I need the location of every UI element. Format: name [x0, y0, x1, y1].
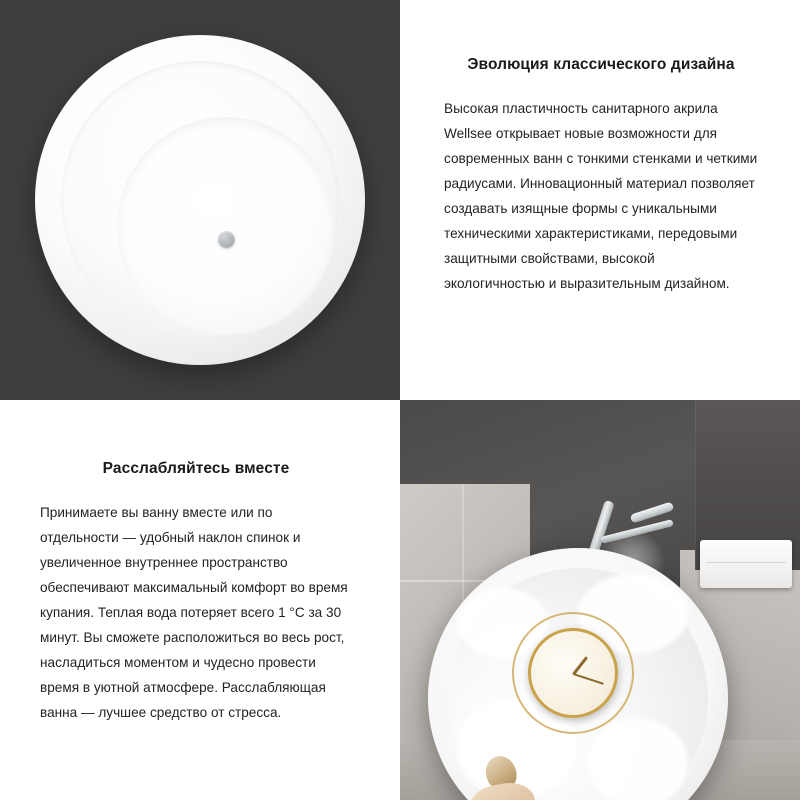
- design-heading: Эволюция классического дизайна: [467, 56, 735, 73]
- relax-heading: Расслабляйтесь вместе: [102, 460, 290, 477]
- bathtub-rim: [61, 61, 339, 339]
- radiator: [700, 540, 792, 588]
- foam-blob: [588, 718, 688, 800]
- drain-icon: [218, 231, 235, 248]
- bathtub-inner-basin: [117, 117, 335, 335]
- design-description-panel: [400, 0, 800, 400]
- relax-body-text: Принимаете вы ванну вместе или по отдельности — удобный наклон спинок и увеличенное внутреннее пространство обеспечивают максимальный комфорт во время купания. Теплая вода потеряет всего 1 °C за 30 минут. Вы сможете расположиться во весь рост, насладиться моментом и чудесно провести время в уютной атмосфере. Расслабляющая ванна — лучшее средство от стресса.: [40, 505, 348, 720]
- product-photo-panel: [0, 0, 400, 400]
- bathtub-outer-shell: [35, 35, 365, 365]
- clock-minute-hand: [573, 673, 604, 685]
- design-body-text: Высокая пластичность санитарного акрила Wellsee открывает новые возможности для современных ванн с тонкими стенками и четкими радиусами. Инновационный материал позволяет создавать изящные формы с уникальными техническими характеристиками, передовыми защитными свойствами, высокой экологичностью и выразительным дизайном.: [444, 101, 758, 291]
- relax-description-panel: [0, 400, 400, 800]
- lifestyle-photo-panel: [400, 400, 800, 800]
